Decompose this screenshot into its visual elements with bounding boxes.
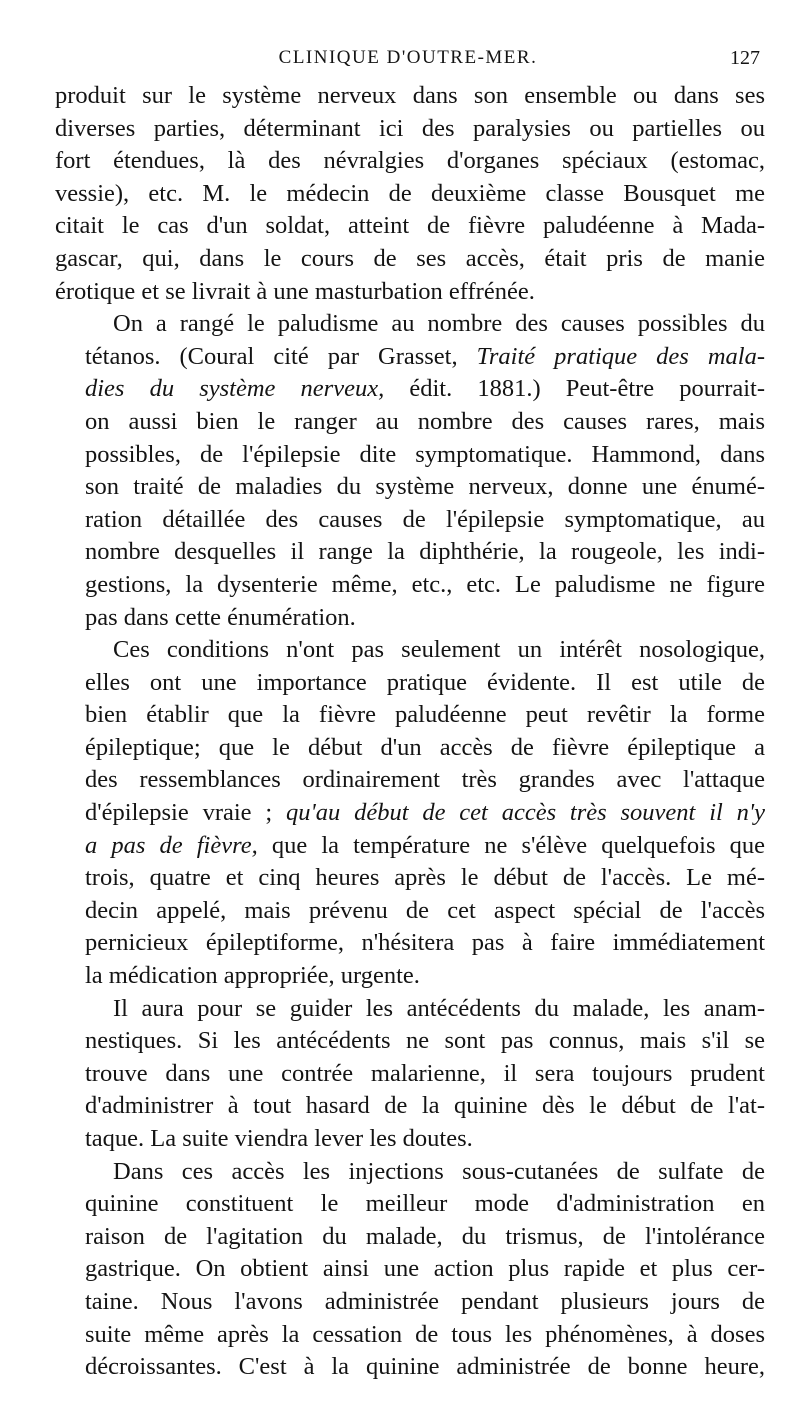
text-line: épileptique; que le début d'un accès de fièvre épileptique a <box>85 733 765 761</box>
text-line: nestiques. Si les antécédents ne sont pas connus, mais s'il se <box>85 1027 765 1055</box>
text-line: Ces conditions n'ont pas seulement un intérêt nosologique, <box>113 636 765 664</box>
text-run: d'épilepsie vraie ; <box>85 799 287 827</box>
text-run: tétanos. (Coural cité par Grasset, <box>85 342 477 370</box>
text-line <box>55 830 765 863</box>
running-title: CLINIQUE D'OUTRE-MER. <box>278 47 538 68</box>
text-line: decin appelé, mais prévenu de cet aspect spécial de l'accès <box>85 896 765 924</box>
text-line: gastrique. On obtient ainsi une action plus rapide et plus cer- <box>85 1255 765 1283</box>
text-line <box>55 341 765 374</box>
text-line: vessie), etc. M. le médecin de deuxième classe Bousquet me <box>55 179 765 207</box>
text-line: fort étendues, là des névralgies d'organes spéciaux (estomac, <box>55 147 765 175</box>
text-line: gestions, la dysenterie même, etc., etc. Le paludisme ne figure <box>85 570 765 598</box>
text-line: bien établir que la fièvre paludéenne peut revêtir la forme <box>85 701 765 729</box>
text-line <box>55 373 765 406</box>
text-line: diverses parties, déterminant ici des paralysies ou partielles ou <box>55 114 765 142</box>
text-line: possibles, de l'épilepsie dite symptomatique. Hammond, dans <box>85 440 765 468</box>
text-line: Il aura pour se guider les antécédents du malade, les anam- <box>113 994 765 1022</box>
text-line: pas dans cette énumération. <box>85 603 356 631</box>
text-line: on aussi bien le ranger au nombre des causes rares, mais <box>85 407 765 435</box>
text-line: citait le cas d'un soldat, atteint de fièvre paludéenne à Mada- <box>55 212 765 240</box>
paragraph-3 <box>55 634 765 993</box>
text-line: des ressemblances ordinairement très grandes avec l'attaque <box>85 766 765 794</box>
text-line: On a rangé le paludisme au nombre des causes possibles du <box>113 310 765 338</box>
body-text <box>55 80 765 1384</box>
text-line: produit sur le système nerveux dans son ensemble ou dans ses <box>55 82 765 109</box>
text-line: taque. La suite viendra lever les doutes. <box>85 1125 473 1152</box>
paragraph-2 <box>55 308 765 634</box>
text-line: ration détaillée des causes de l'épilepsie symptomatique, au <box>85 505 765 533</box>
text-run: que la température ne s'élève quelquefois que <box>257 831 765 859</box>
emphasis-italic: a pas de fièvre, <box>85 831 258 859</box>
page-number: 127 <box>730 47 760 69</box>
text-line <box>55 797 765 830</box>
text-line: trouve dans une contrée malarienne, il sera toujours prudent <box>85 1059 765 1087</box>
book-title-italic: dies du système nerveux, <box>85 375 385 403</box>
text-line: d'administrer à tout hasard de la quinine dès le début de l'at- <box>85 1092 765 1120</box>
text-line: elles ont une importance pratique évidente. Il est utile de <box>85 668 765 696</box>
text-line: trois, quatre et cinq heures après le début de l'accès. Le mé- <box>85 864 765 892</box>
paragraph-5 <box>55 1156 765 1384</box>
text-line: érotique et se livrait à une masturbation effrénée. <box>55 277 535 305</box>
paragraph-4 <box>55 993 765 1156</box>
text-line: nombre desquelles il range la diphthérie, la rougeole, les indi- <box>85 538 765 566</box>
running-header <box>56 44 760 72</box>
text-run: édit. 1881.) Peut-être pourrait- <box>384 375 765 403</box>
text-line: taine. Nous l'avons administrée pendant plusieurs jours de <box>85 1287 765 1315</box>
book-title-italic: Traité pratique des mala- <box>476 342 765 370</box>
text-line: raison de l'agitation du malade, du trismus, de l'intolérance <box>85 1222 765 1250</box>
text-line: son traité de maladies du système nerveux, donne une énumé- <box>85 473 765 501</box>
text-line: quinine constituent le meilleur mode d'administration en <box>85 1190 765 1218</box>
paragraph-1 <box>55 80 765 308</box>
text-line: la médication appropriée, urgente. <box>85 962 420 990</box>
text-line: suite même après la cessation de tous les phénomènes, à doses <box>85 1320 765 1348</box>
text-line: gascar, qui, dans le cours de ses accès, était pris de manie <box>55 244 765 272</box>
text-line: décroissantes. C'est à la quinine administrée de bonne heure, <box>85 1353 765 1381</box>
text-line: Dans ces accès les injections sous-cutanées de sulfate de <box>113 1157 765 1185</box>
emphasis-italic: qu'au début de cet accès très souvent il n'y <box>286 799 766 827</box>
text-line: pernicieux épileptiforme, n'hésitera pas à faire immédiatement <box>85 929 765 957</box>
